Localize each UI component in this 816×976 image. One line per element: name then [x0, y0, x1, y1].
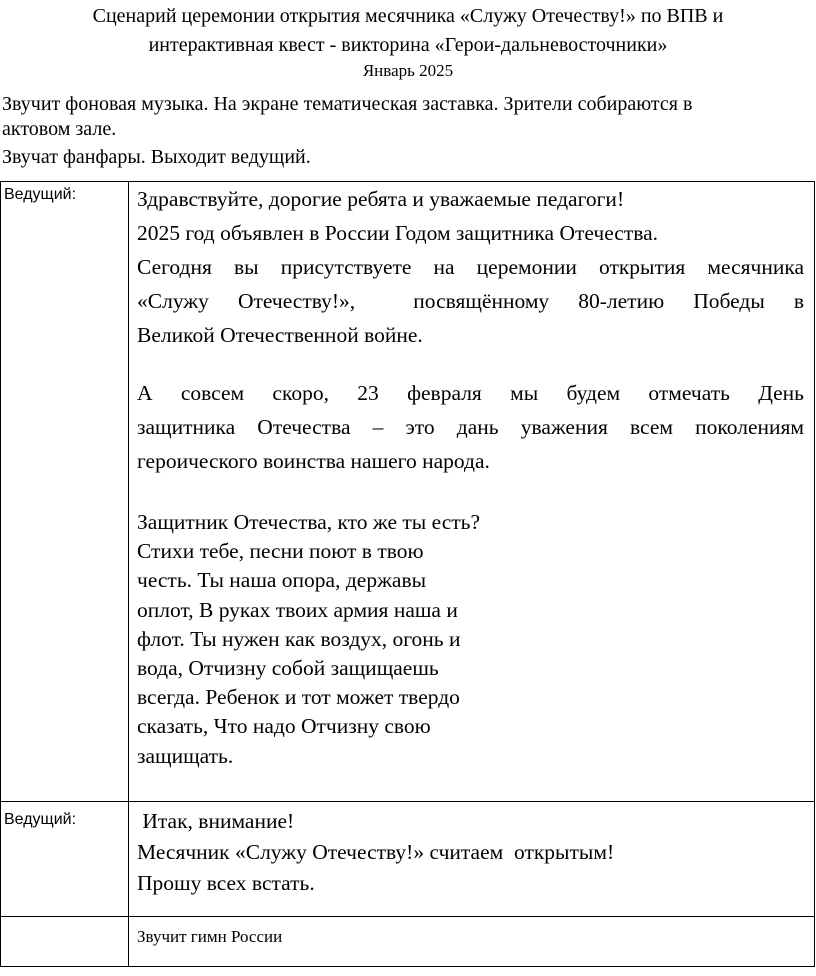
- paragraph-gap: [129, 352, 814, 376]
- holiday-paragraph: [129, 376, 814, 478]
- script-table: [0, 181, 815, 967]
- speech-line: Прошу всех встать.: [137, 871, 315, 895]
- script-row-3: [1, 917, 815, 967]
- speech-line: Итак, внимание!: [137, 809, 295, 833]
- poem-line: защищать.: [137, 743, 234, 768]
- speech-line: 2025 год объявлен в России Годом защитника Отечества.: [137, 221, 659, 245]
- opening-declaration: [129, 802, 814, 899]
- poem: [129, 508, 814, 771]
- role-cell: [1, 917, 129, 967]
- role-cell: Ведущий:: [1, 802, 129, 917]
- poem-line: всегда. Ребенок и тот может твердо: [137, 685, 460, 710]
- speech-line: Сегодня вы присутствуете на церемонии открытия месячника: [137, 255, 804, 279]
- script-row-2: [1, 802, 815, 917]
- script-row-1: [1, 182, 815, 802]
- document-date: Январь 2025: [362, 61, 454, 80]
- poem-line: вода, Отчизну собой защищаешь: [137, 656, 439, 681]
- stage-direction-line-3: Звучат фанфары. Выходит ведущий.: [2, 146, 311, 168]
- document-title-line-2: интерактивная квест - викторина «Герои-дальневосточники»: [148, 34, 668, 56]
- speech-line: героического воинства нашего народа.: [137, 449, 490, 473]
- poem-line: Защитник Отечества, кто же ты есть?: [137, 510, 480, 534]
- poem-line: оплот, В руках твоих армия наша и: [137, 597, 458, 622]
- paragraph-gap: [129, 478, 814, 508]
- anthem-direction: Звучит гимн России: [137, 927, 283, 946]
- speech-line: защитника Отечества – это дань уважения всем поколениям: [137, 415, 804, 439]
- greeting-paragraph: [129, 182, 814, 352]
- speech-line: Здравствуйте, дорогие ребята и уважаемые педагоги!: [137, 187, 625, 211]
- speech-cell: [129, 802, 815, 917]
- stage-cell: [129, 917, 815, 967]
- stage-direction-line-2: актовом зале.: [2, 118, 117, 140]
- speech-line: А совсем скоро, 23 февраля мы будем отмечать День: [137, 381, 804, 405]
- poem-line: сказать, Что надо Отчизну свою: [137, 714, 431, 739]
- speech-line: Месячник «Служу Отечеству!» считаем открытым!: [137, 840, 615, 864]
- poem-line: Стихи тебе, песни поют в твою: [137, 539, 424, 564]
- document-title-line-1: Сценарий церемонии открытия месячника «Служу Отечеству!» по ВПВ и: [92, 5, 724, 27]
- poem-line: честь. Ты наша опора, державы: [137, 568, 427, 593]
- poem-line: флот. Ты нужен как воздух, огонь и: [137, 626, 461, 651]
- speech-cell: [129, 182, 815, 802]
- stage-direction-line-1: Звучит фоновая музыка. На экране тематическая заставка. Зрители собираются в: [2, 93, 693, 115]
- speech-line: Великой Отечественной войне.: [137, 323, 423, 347]
- role-cell: Ведущий:: [1, 182, 129, 802]
- speech-line: «Служу Отечеству!», посвящённому 80-летию Победы в: [137, 289, 804, 313]
